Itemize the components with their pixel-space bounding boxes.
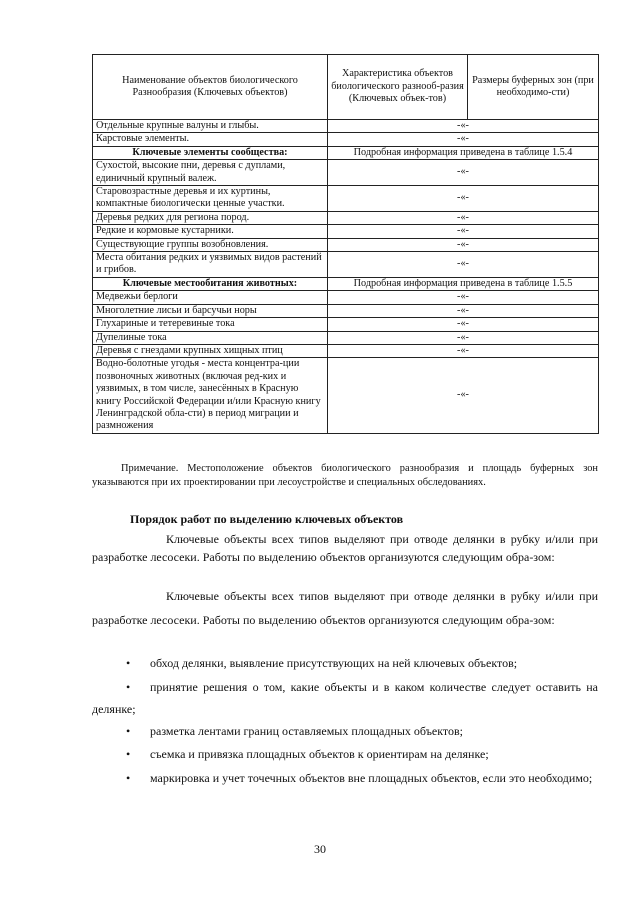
biodiversity-objects-table xyxy=(92,54,599,434)
bullet-item xyxy=(92,767,598,789)
table-cell-name: Существующие группы возобновления. xyxy=(93,238,328,251)
bullet-item xyxy=(92,720,598,742)
table-section-title: Ключевые элементы сообщества: xyxy=(93,146,328,159)
page-number: 30 xyxy=(314,842,326,856)
table-cell-value: -«- xyxy=(328,225,599,238)
table-section-title: Ключевые местообитания животных: xyxy=(93,277,328,290)
table-cell-value: -«- xyxy=(328,186,599,212)
table-cell-name: Старовозрастные деревья и их куртины, компактные биологически ценные участки. xyxy=(93,186,328,212)
table-row xyxy=(93,211,599,224)
table-row xyxy=(93,160,599,186)
table-row xyxy=(93,186,599,212)
table-row xyxy=(93,291,599,304)
bullet-text: съемка и привязка площадных объектов к ориентирам на делянке; xyxy=(150,747,489,761)
table-cell-name: Карстовые элементы. xyxy=(93,133,328,146)
table-cell-name: Водно-болотные угодья - места концентра-ции позвоночных животных (включая ред-ких и уязвимых, в том числе, занесённых в Красную книгу Российской Федерации и/или Красную книгу Ленинградской обла-сти) в период миграции и размножения xyxy=(93,358,328,433)
table-header-buffer-zones: Размеры буферных зон (при необходимо-сти) xyxy=(468,55,599,120)
table-cell-value: Подробная информация приведена в таблице 1.5.5 xyxy=(328,277,599,290)
bullet-icon: • xyxy=(126,724,131,738)
table-row xyxy=(93,331,599,344)
table-row xyxy=(93,252,599,278)
bullet-icon: • xyxy=(126,771,131,785)
table-header-name: Наименование объектов биологического Разнообразия (Ключевых объектов) xyxy=(93,55,328,120)
section-heading: Порядок работ по выделению ключевых объектов xyxy=(130,512,404,526)
table-cell-value: -«- xyxy=(328,291,599,304)
table-cell-name: Дупелиные тока xyxy=(93,331,328,344)
table-row xyxy=(93,133,599,146)
table-cell-value: -«- xyxy=(328,211,599,224)
table-row xyxy=(93,238,599,251)
table-cell-name: Деревья с гнездами крупных хищных птиц xyxy=(93,344,328,357)
table-row xyxy=(93,318,599,331)
table-cell-value: -«- xyxy=(328,120,599,133)
table-cell-name: Редкие и кормовые кустарники. xyxy=(93,225,328,238)
table-note: Примечание. Местоположение объектов биологического разнообразия и площадь буферных зон указываются при их проектировании при лесоустройстве и специальных обследованиях. xyxy=(92,463,598,488)
bullet-text: принятие решения о том, какие объекты и в каком количестве следует оставить на делянке; xyxy=(92,680,598,716)
table-cell-value: -«- xyxy=(328,344,599,357)
bullet-icon: • xyxy=(126,747,131,761)
table-section-row xyxy=(93,277,599,290)
bullet-icon: • xyxy=(126,680,131,694)
table-cell-value: -«- xyxy=(328,252,599,278)
table-cell-name: Медвежьи берлоги xyxy=(93,291,328,304)
table-cell-name: Места обитания редких и уязвимых видов растений и грибов. xyxy=(93,252,328,278)
table-cell-name: Сухостой, высокие пни, деревья с дуплами, единичный крупный валеж. xyxy=(93,160,328,186)
table-row xyxy=(93,358,599,433)
table-cell-value: -«- xyxy=(328,331,599,344)
table-cell-value: -«- xyxy=(328,304,599,317)
table-cell-value: Подробная информация приведена в таблице 1.5.4 xyxy=(328,146,599,159)
bullet-icon: • xyxy=(126,656,131,670)
table-cell-name: Отдельные крупные валуны и глыбы. xyxy=(93,120,328,133)
bullet-text: разметка лентами границ оставляемых площадных объектов; xyxy=(150,724,464,738)
table-cell-name: Глухариные и тетеревиные тока xyxy=(93,318,328,331)
table-row xyxy=(93,344,599,357)
bullet-item xyxy=(92,743,598,765)
table-cell-value: -«- xyxy=(328,133,599,146)
table-row xyxy=(93,120,599,133)
table-cell-value: -«- xyxy=(328,318,599,331)
paragraph: Ключевые объекты всех типов выделяют при отводе делянки в рубку и/или при разработке лесосеки. Работы по выделению объектов организуются следующим обра-зом: xyxy=(92,532,598,564)
table-header-row xyxy=(93,55,599,120)
table-cell-name: Многолетние лисьи и барсучьи норы xyxy=(93,304,328,317)
table-row xyxy=(93,304,599,317)
table-section-row xyxy=(93,146,599,159)
table-cell-value: -«- xyxy=(328,160,599,186)
bullet-item xyxy=(92,652,598,674)
table-cell-name: Деревья редких для региона пород. xyxy=(93,211,328,224)
table-cell-value: -«- xyxy=(328,238,599,251)
table-cell-value: -«- xyxy=(328,358,599,433)
paragraph: Ключевые объекты всех типов выделяют при отводе делянки в рубку и/или при разработке лесосеки. Работы по выделению объектов организуются следующим обра-зом: xyxy=(92,589,598,627)
bullet-item xyxy=(92,676,598,720)
bullet-text: обход делянки, выявление присутствующих на ней ключевых объектов; xyxy=(150,656,518,670)
table-header-characteristics: Характеристика объектов биологического разнооб-разия (Ключевых объек-тов) xyxy=(328,55,468,120)
table-row xyxy=(93,225,599,238)
bullet-text: маркировка и учет точечных объектов вне площадных объектов, если это необходимо; xyxy=(150,771,593,785)
